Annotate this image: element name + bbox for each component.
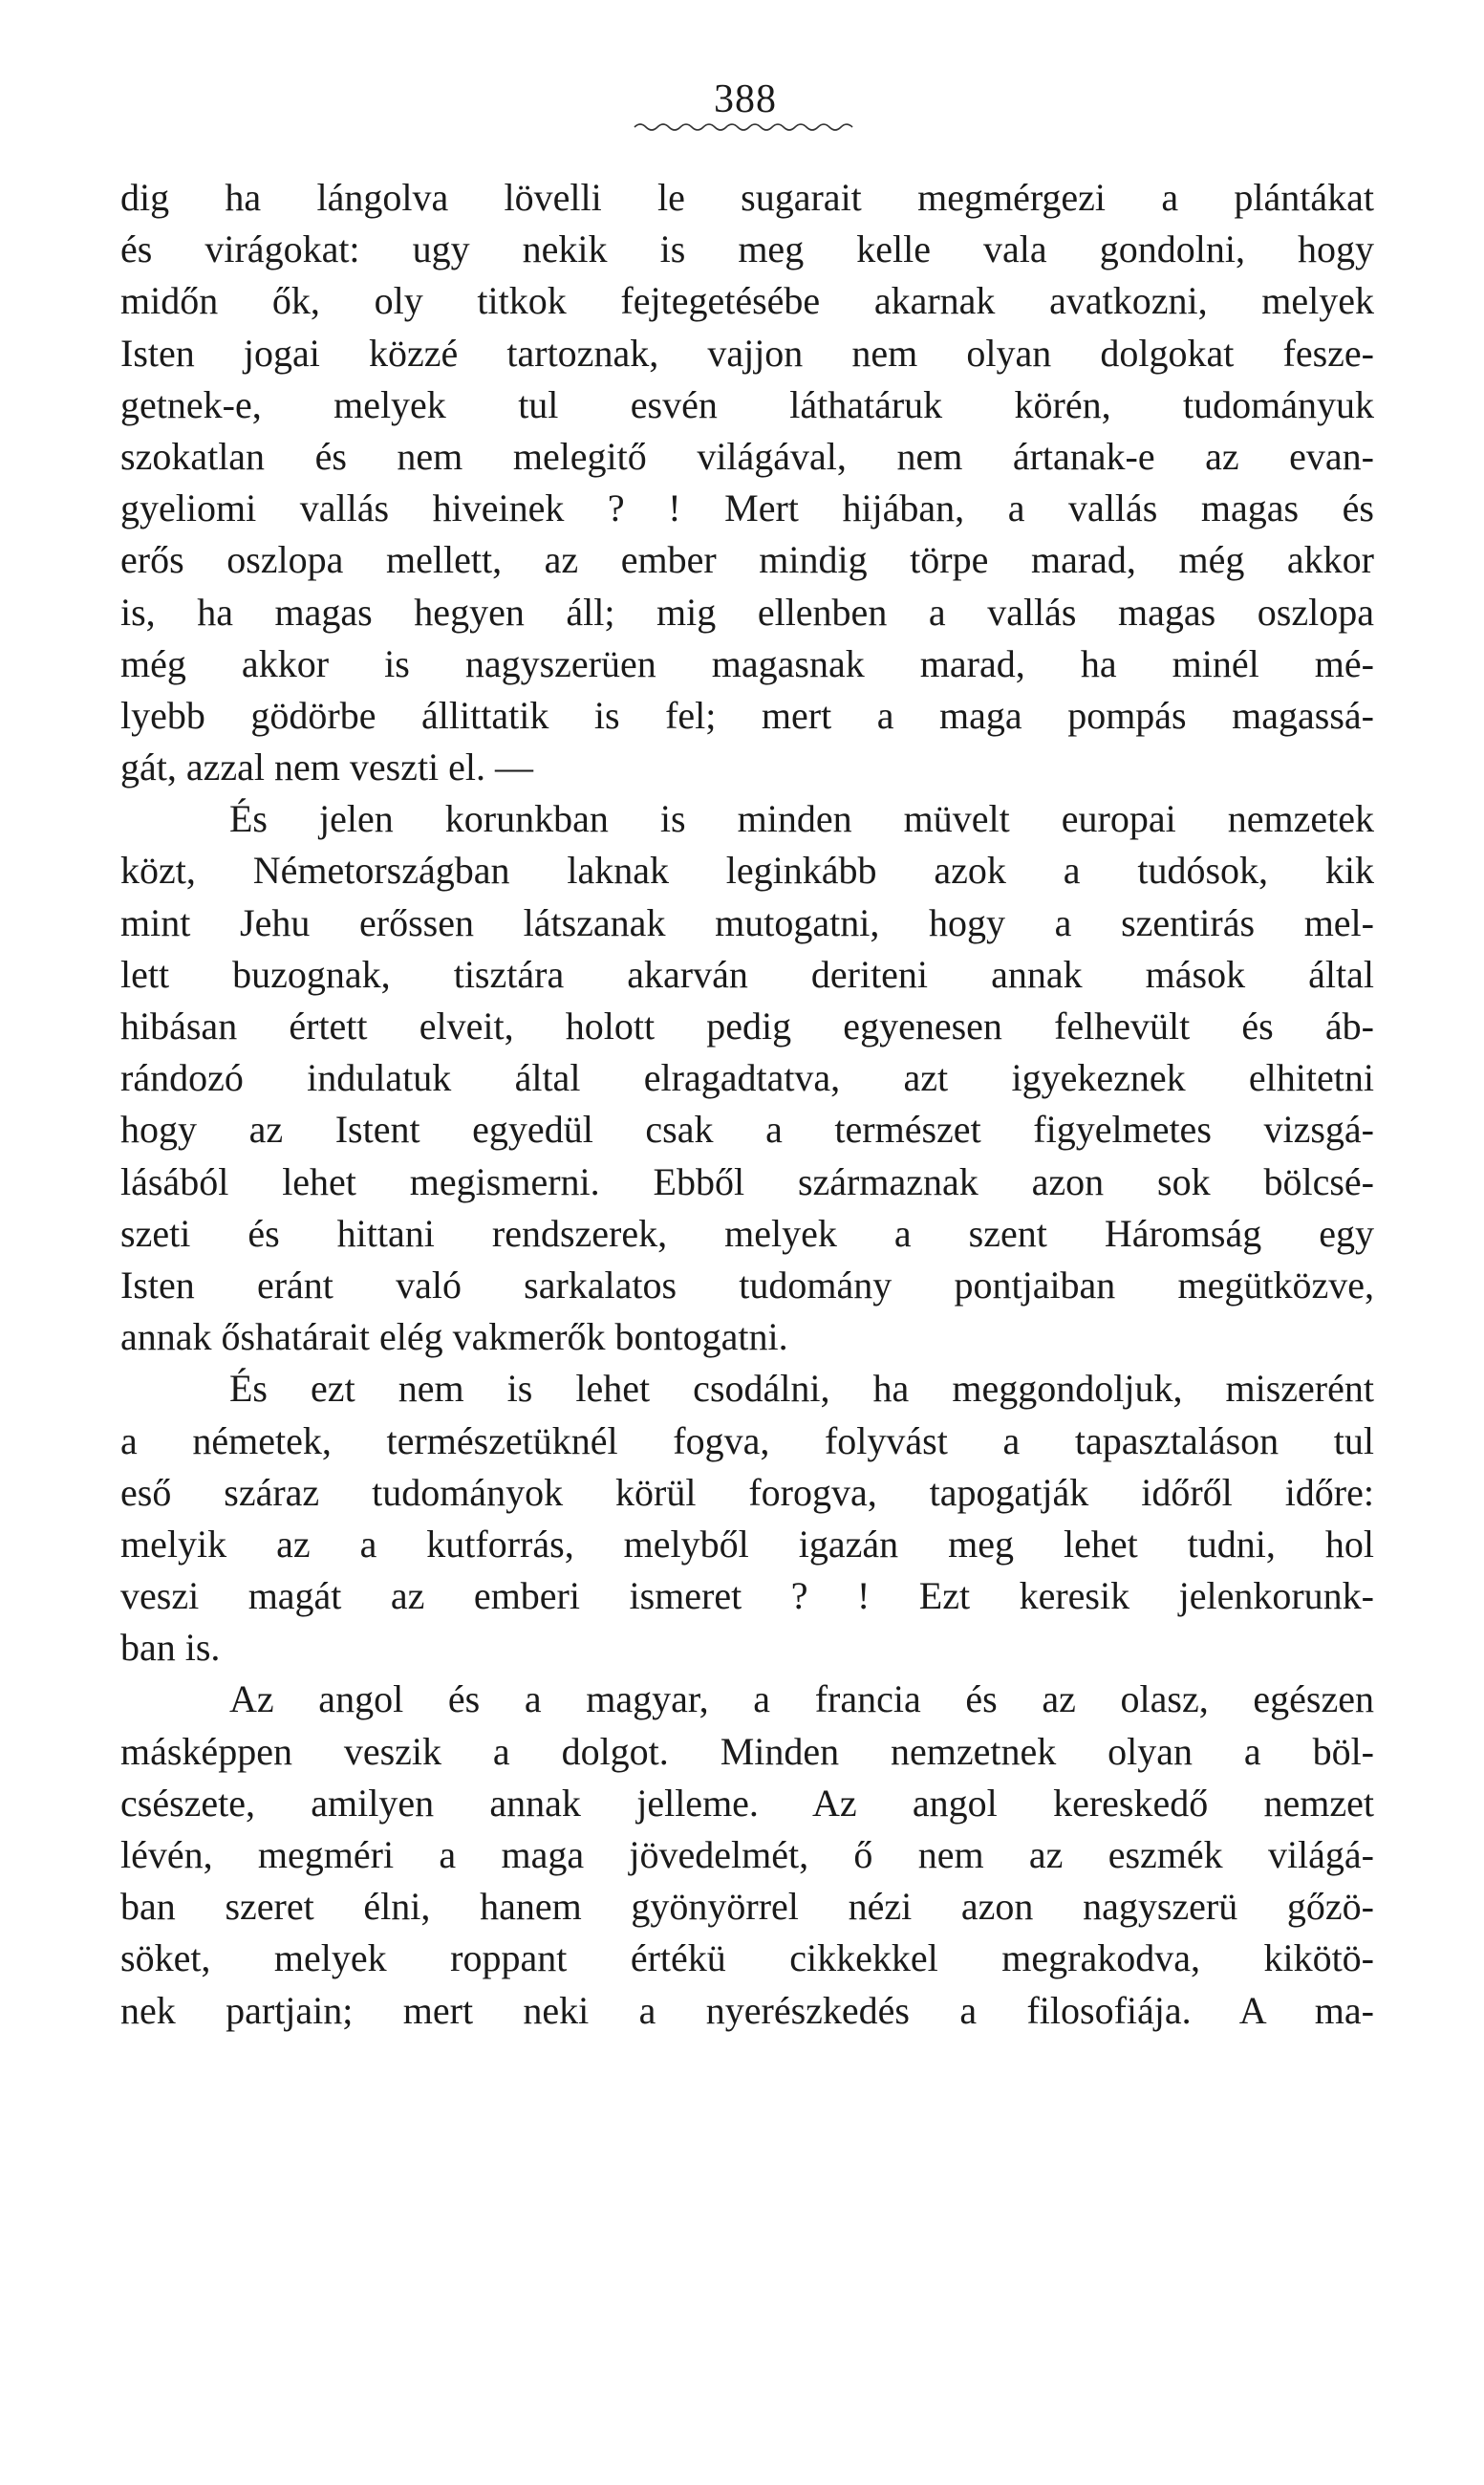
page-number: 388 <box>714 77 777 121</box>
text-line: Isten jogai közzé tartoznak, vajjon nem olyan dolgokat feszе- <box>120 331 1374 375</box>
text-line: közt, Németországban laknak leginkább azok a tudósok, kik <box>120 849 1374 893</box>
text-line: veszi magát az emberi ismeret ? ! Ezt keresik jelenkorunk- <box>120 1574 1374 1618</box>
text-line: mint Jehu erőssen látszanak mutogatni, hogy a szentirás mel- <box>120 900 1374 944</box>
text-line: eső száraz tudományok körül forogva, tapogatják időről időre: <box>120 1470 1374 1514</box>
text-line: nek partjain; mert neki a nyerészkedés a filosofiája. A ma- <box>120 1988 1374 2032</box>
text-line: szeti és hittani rendszerek, melyek a szent Háromság egy <box>120 1211 1374 1255</box>
text-line: csészete, amilyen annak jelleme. Az angol kereskedő nemzet <box>120 1781 1374 1825</box>
text-line: másképpen veszik a dolgot. Minden nemzetnek olyan a böl- <box>120 1729 1374 1773</box>
text-line: dig ha lángolva lövelli le sugarait megmérgezi a plántákat <box>120 176 1374 219</box>
text-line: annak őshatárait elég vakmerők bontogatni. <box>120 1315 788 1359</box>
text-line: a németek, természetüknél fogva, folyvást a tapasztaláson tul <box>120 1418 1374 1462</box>
text-line: Isten eránt való sarkalatos tudomány pontjaiban megütközve, <box>120 1263 1374 1307</box>
body-text <box>120 172 1374 2037</box>
text-line: melyik az a kutforrás, melyből igazán meg lehet tudni, hol <box>120 1522 1374 1566</box>
text-line: ban is. <box>120 1626 221 1670</box>
text-line: És ezt nem is lehet csodálni, ha meggondoljuk, miszerént <box>229 1367 1374 1411</box>
text-line: lyebb gödörbe állittatik is fel; mert a maga pompás magassá- <box>120 693 1374 737</box>
text-line: És jelen korunkban is minden müvelt europai nemzetek <box>229 797 1374 841</box>
text-line: hogy az Istent egyedül csak a természet figyelmetes vizsgá- <box>120 1108 1374 1152</box>
text-line: midőn ők, oly titkok fejtegetésébe akarnak avatkozni, melyek <box>120 279 1374 323</box>
text-line: gyeliomi vallás hiveinek ? ! Mert hijában, a vallás magas és <box>120 486 1374 530</box>
text-line: még akkor is nagyszerüen magasnak marad, ha minél mé- <box>120 641 1374 685</box>
text-line: gát, azzal nem veszti el. — <box>120 746 534 789</box>
text-line: lásából lehet megismerni. Ebből származnak azon sok bölcsé- <box>120 1159 1374 1203</box>
text-line: söket, melyek roppant értékü cikkekkel megrakodva, kikötö- <box>120 1936 1374 1980</box>
text-line: rándozó indulatuk által elragadtatva, azt igyekeznek elhitetni <box>120 1056 1374 1100</box>
text-line: lett buzognak, tisztára akarván deriteni annak mások által <box>120 952 1374 996</box>
text-line: erős oszlopa mellett, az ember mindig törpe marad, még akkor <box>120 538 1374 582</box>
decorative-wave-rule <box>631 120 860 134</box>
text-line: ban szeret élni, hanem gyönyörrel nézi azon nagyszerü gőzö- <box>120 1885 1374 1929</box>
text-line: és virágokat: ugy nekik is meg kelle vala gondolni, hogy <box>120 227 1374 271</box>
text-line: szokatlan és nem melegitő világával, nem ártanak-e az evan- <box>120 434 1374 478</box>
text-line: Az angol és a magyar, a francia és az olasz, egészen <box>229 1677 1374 1721</box>
text-line: hibásan értett elveit, holott pedig egyenesen felhevült és áb- <box>120 1005 1374 1048</box>
text-line: is, ha magas hegyen áll; mig ellenben a vallás magas oszlopa <box>120 590 1374 634</box>
text-line: lévén, megméri a maga jövedelmét, ő nem az eszmék világá- <box>120 1833 1374 1876</box>
text-line: getnek-e, melyek tul esvén láthatáruk körén, tudományuk <box>120 382 1374 426</box>
